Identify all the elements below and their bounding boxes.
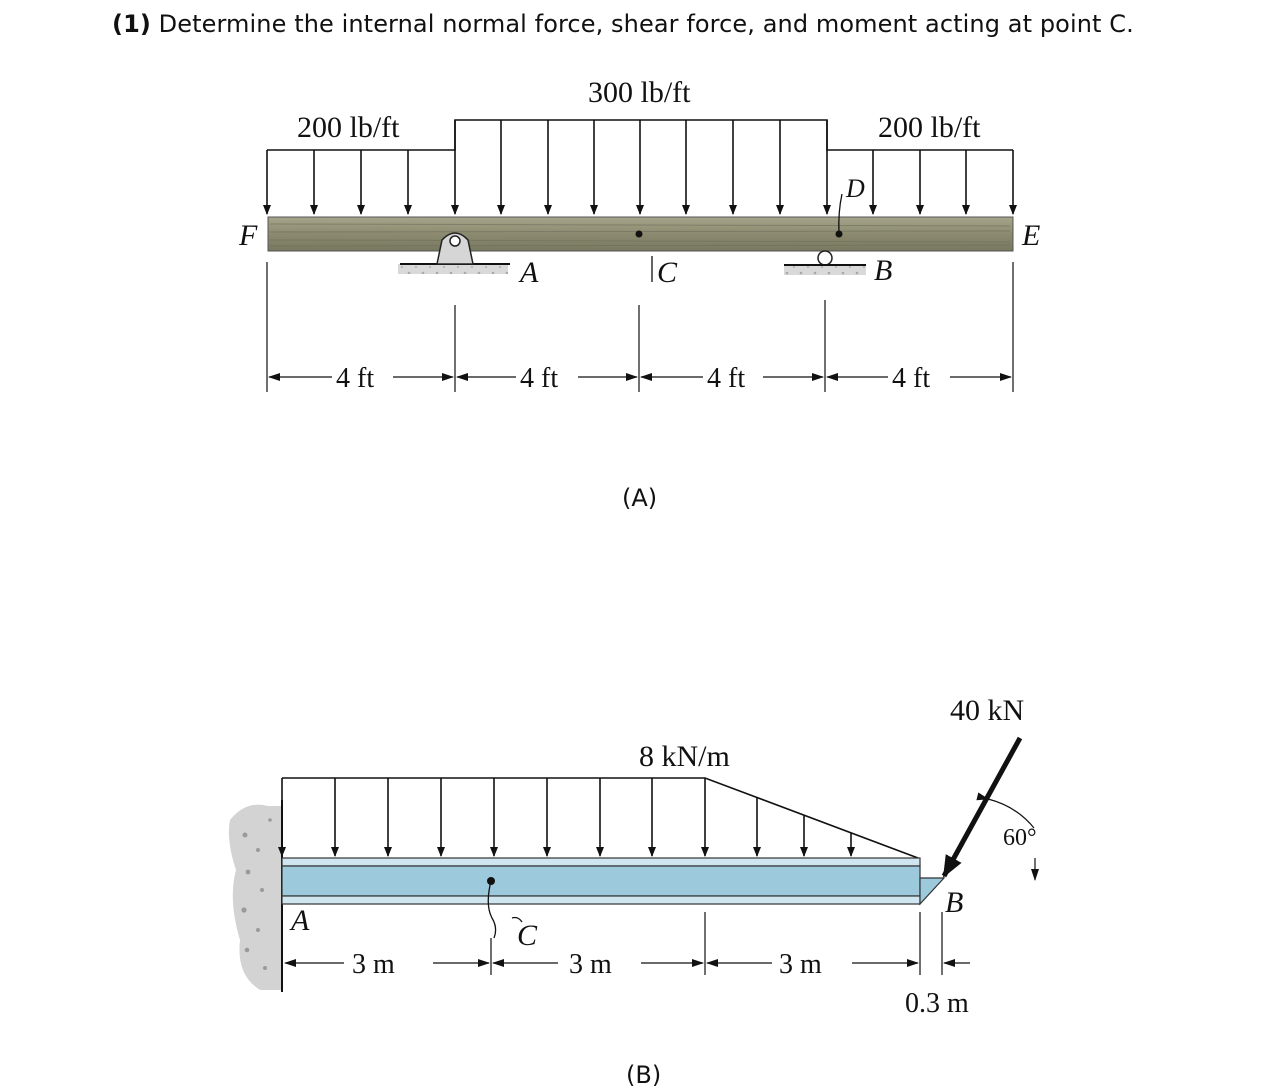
bracket-b [920, 878, 944, 904]
dim-label-c-mid: 3 m [569, 949, 612, 980]
dim-label-be: 4 ft [892, 363, 931, 394]
angle-arc [988, 799, 1034, 828]
distributed-load-b [282, 778, 918, 858]
point-label-d: D [846, 174, 865, 203]
fixed-wall [229, 805, 282, 990]
load-label-middle: 300 lb/ft [588, 76, 691, 109]
beam-bottom-flange [282, 896, 920, 904]
figure-b [229, 694, 1037, 1089]
steel-beam [282, 866, 920, 896]
dim-label-fa: 4 ft [336, 363, 375, 394]
point-label-f: F [239, 219, 258, 252]
dim-label-mid-end: 3 m [779, 949, 822, 980]
question-body: Determine the internal normal force, shear force, and moment acting at point C. [158, 10, 1134, 38]
dim-label-0-3m: 0.3 m [905, 988, 969, 1019]
point-label-b-b: B [945, 886, 964, 919]
load-label-left: 200 lb/ft [297, 111, 400, 144]
point-label-c: C [657, 256, 678, 289]
dim-label-ac: 4 ft [520, 363, 559, 394]
beam-top-flange [282, 858, 920, 866]
load-label-8knm: 8 kN/m [639, 740, 730, 773]
point-label-b: B [874, 254, 893, 287]
angle-label: 60° [1003, 825, 1037, 851]
point-label-c-b: C [517, 919, 538, 952]
dim-label-ac-b: 3 m [352, 949, 395, 980]
figure-a [238, 76, 1040, 512]
force-label-40kn: 40 kN [950, 694, 1025, 727]
point-label-a: A [520, 256, 539, 289]
roller-support-b [784, 251, 866, 275]
caption-b: (B) [626, 1061, 662, 1089]
dim-label-cb: 4 ft [707, 363, 746, 394]
caption-a: (A) [622, 484, 658, 512]
point-c-dot [636, 231, 643, 238]
extension-lines-b [491, 912, 942, 975]
load-arrows-b [282, 778, 851, 856]
question-number: (1) [112, 10, 151, 38]
load-label-right: 200 lb/ft [878, 111, 981, 144]
point-label-a-b: A [291, 904, 310, 937]
point-label-e: E [1022, 219, 1041, 252]
